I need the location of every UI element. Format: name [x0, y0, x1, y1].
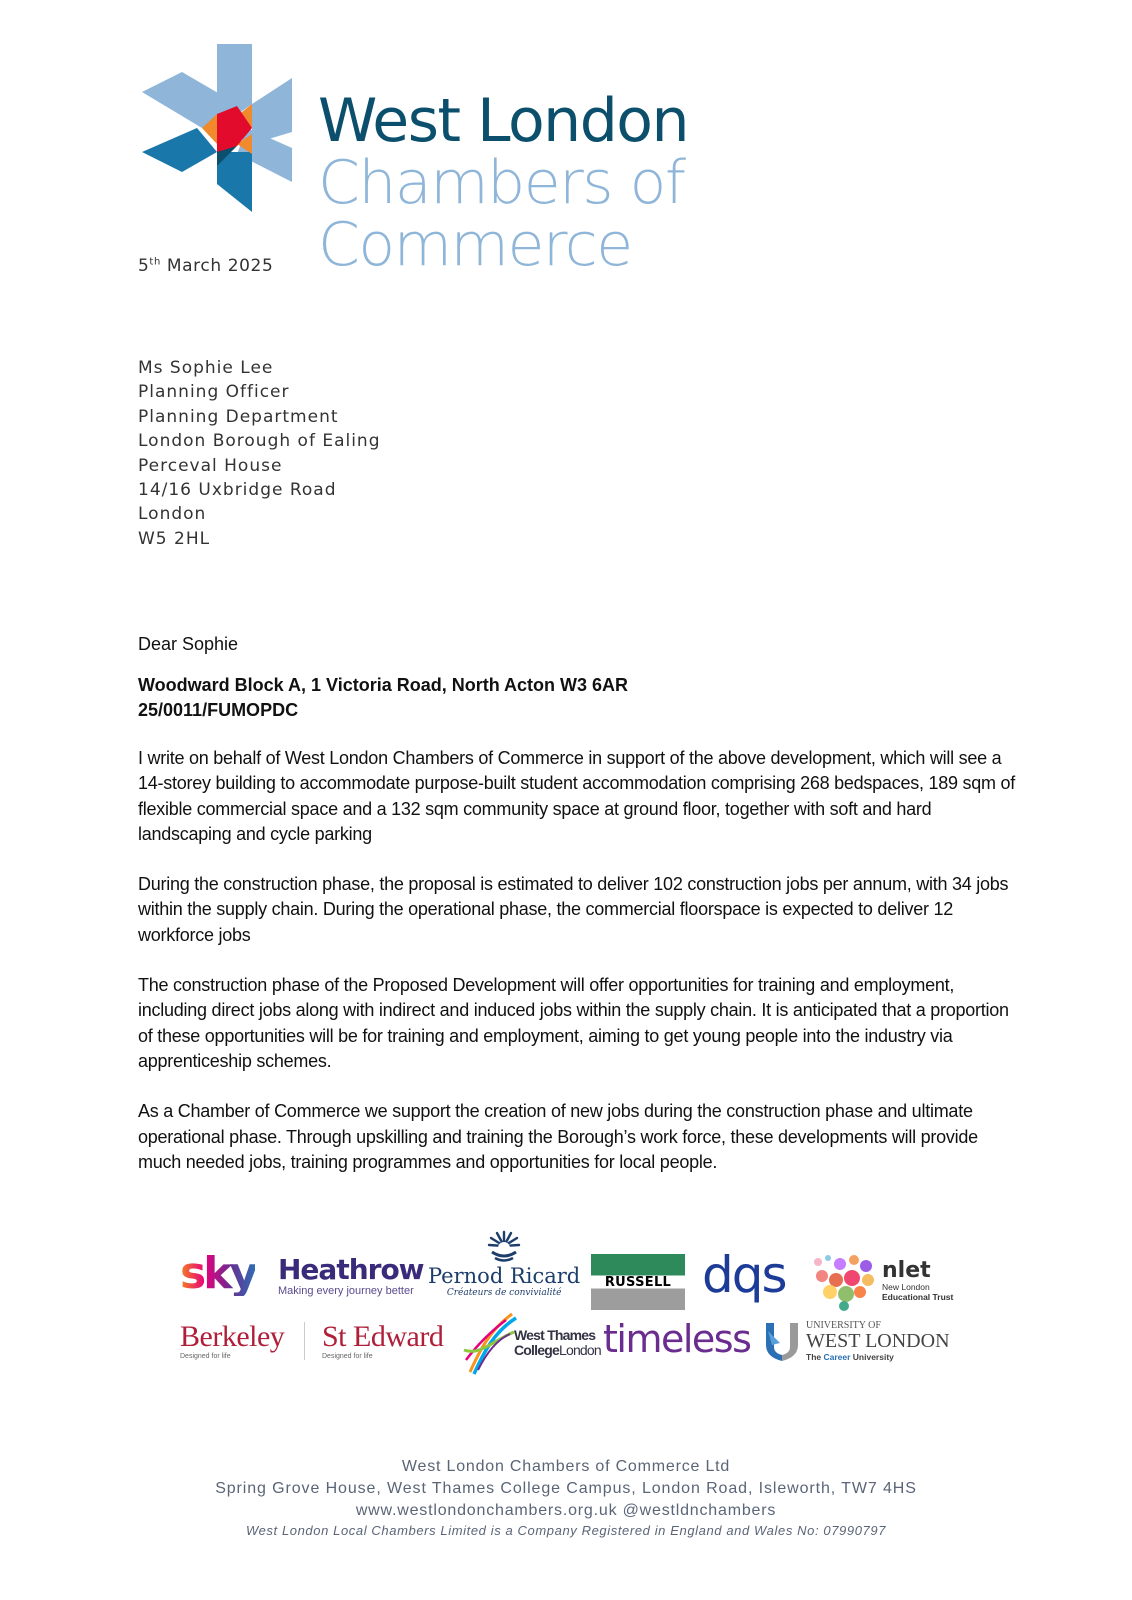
sun-icon [487, 1230, 521, 1264]
brand-wordmark [318, 86, 1002, 280]
uwl-text [806, 1320, 950, 1362]
pernod-name: Pernod Ricard [428, 1264, 581, 1288]
sky-logo: sky [180, 1248, 256, 1299]
star-emblem-icon [142, 44, 292, 212]
uwl-line1: UNIVERSITY OF [806, 1320, 881, 1331]
recipient-department: Planning Department [138, 406, 339, 427]
nlet-line2: Educational Trust [882, 1292, 954, 1302]
heathrow-logo [278, 1255, 424, 1297]
subject-address: Woodward Block A, 1 Victoria Road, North Acton W3 6AR [138, 675, 629, 695]
timeless-logo [603, 1318, 750, 1360]
letter-body [138, 632, 1018, 1200]
footer-address: Spring Grove House, West Thames College Campus, London Road, Isleworth, TW7 4HS [215, 1480, 917, 1497]
heathrow-tagline: Making every journey better [278, 1285, 414, 1297]
recipient-postcode: W5 2HL [138, 528, 211, 549]
paragraph: I write on behalf of West London Chambers of Commerce in support of the above development, which will see a 14-storey building to accommodate purpose-built student accommodation comprising 268 bedspaces, 189 sqm of flexible commercial space and a 132 sqm community space at ground floor, together with soft and hard landscaping and cycle parking [138, 748, 1016, 844]
st-edward-name: St Edward [322, 1320, 444, 1353]
timeless-name: timeless [603, 1317, 751, 1361]
berkeley-tagline: Designed for life [180, 1353, 231, 1360]
wtcl-london: London [558, 1342, 601, 1358]
st-edward-logo [322, 1322, 443, 1361]
berkeley-logo [180, 1322, 284, 1361]
brand-line-2: Chambers of Commerce [318, 148, 685, 280]
heathrow-name: Heathrow [278, 1253, 424, 1286]
salutation: Dear Sophie [138, 634, 239, 654]
nlet-logo [810, 1250, 953, 1312]
wtcl-line1: West Thames [514, 1327, 596, 1343]
russell-logo [591, 1254, 685, 1310]
berkeley-name: Berkeley [180, 1320, 285, 1353]
wtcl-college: College [514, 1342, 559, 1358]
paragraph: During the construction phase, the proposal is estimated to deliver 102 construction jobs per annum, with 34 jobs within the supply chain. During the operational phase, the commercial floorspace is expected to deliver 12 workforce jobs [138, 874, 1009, 945]
recipient-city: London [138, 504, 207, 525]
sponsor-logos [180, 1230, 980, 1380]
ribbon-swoosh-icon [460, 1310, 518, 1376]
footer-web-social: www.westlondonchambers.org.uk @westldnchambers [355, 1502, 777, 1519]
subject-heading [138, 673, 1018, 723]
west-thames-college-logo [460, 1310, 601, 1376]
footer-company: West London Chambers of Commerce Ltd [401, 1458, 731, 1475]
shield-wing-icon [764, 1321, 800, 1361]
recipient-title: Planning Officer [138, 382, 290, 403]
nlet-line1: New London [882, 1282, 930, 1292]
dots-heart-icon [810, 1250, 878, 1312]
nlet-name: nlet [882, 1258, 931, 1283]
dqs-logo: dqs [702, 1246, 786, 1304]
st-edward-tagline: Designed for life [322, 1353, 373, 1360]
brand-line-1: West London [318, 86, 689, 156]
recipient-name: Ms Sophie Lee [138, 358, 274, 378]
footer [0, 1456, 1132, 1540]
paragraph: As a Chamber of Commerce we support the creation of new jobs during the construction phase and ultimate operational phase. Through upskilling and training the Borough’s work force, these developments will provide much needed jobs, training programmes and opportunities for local people. [138, 1101, 978, 1172]
paragraph: The construction phase of the Proposed Development will offer opportunities for training and employment, including direct jobs along with indirect and induced jobs within the supply chain. It is anticipated that a proportion of these opportunities will be for training and employment, aiming to get young people into the industry via apprenticeship schemes. [138, 975, 1009, 1071]
recipient-building: Perceval House [138, 455, 283, 476]
recipient-address [138, 356, 381, 551]
russell-name: RUSSELL [604, 1274, 672, 1290]
nlet-text [882, 1260, 953, 1302]
date-suffix: th [149, 256, 161, 268]
recipient-organisation: London Borough of Ealing [138, 431, 381, 452]
logo-divider [304, 1322, 305, 1360]
uwl-line2: WEST LONDON [806, 1330, 950, 1352]
subject-reference: 25/0011/FUMOPDC [138, 700, 299, 720]
recipient-street: 14/16 Uxbridge Road [138, 480, 337, 501]
letter-date [138, 256, 273, 276]
university-west-london-logo [764, 1320, 950, 1362]
pernod-tagline: Créateurs de convivialité [446, 1288, 562, 1298]
footer-registration: West London Local Chambers Limited is a Company Registered in England and Wales No: 07990797 [245, 1523, 887, 1538]
pernod-ricard-logo [428, 1230, 580, 1298]
date-day: 5 [138, 256, 150, 276]
uwl-line3: The Career University [806, 1352, 894, 1362]
date-month-year: March 2025 [160, 256, 274, 276]
wtcl-text [514, 1328, 601, 1358]
